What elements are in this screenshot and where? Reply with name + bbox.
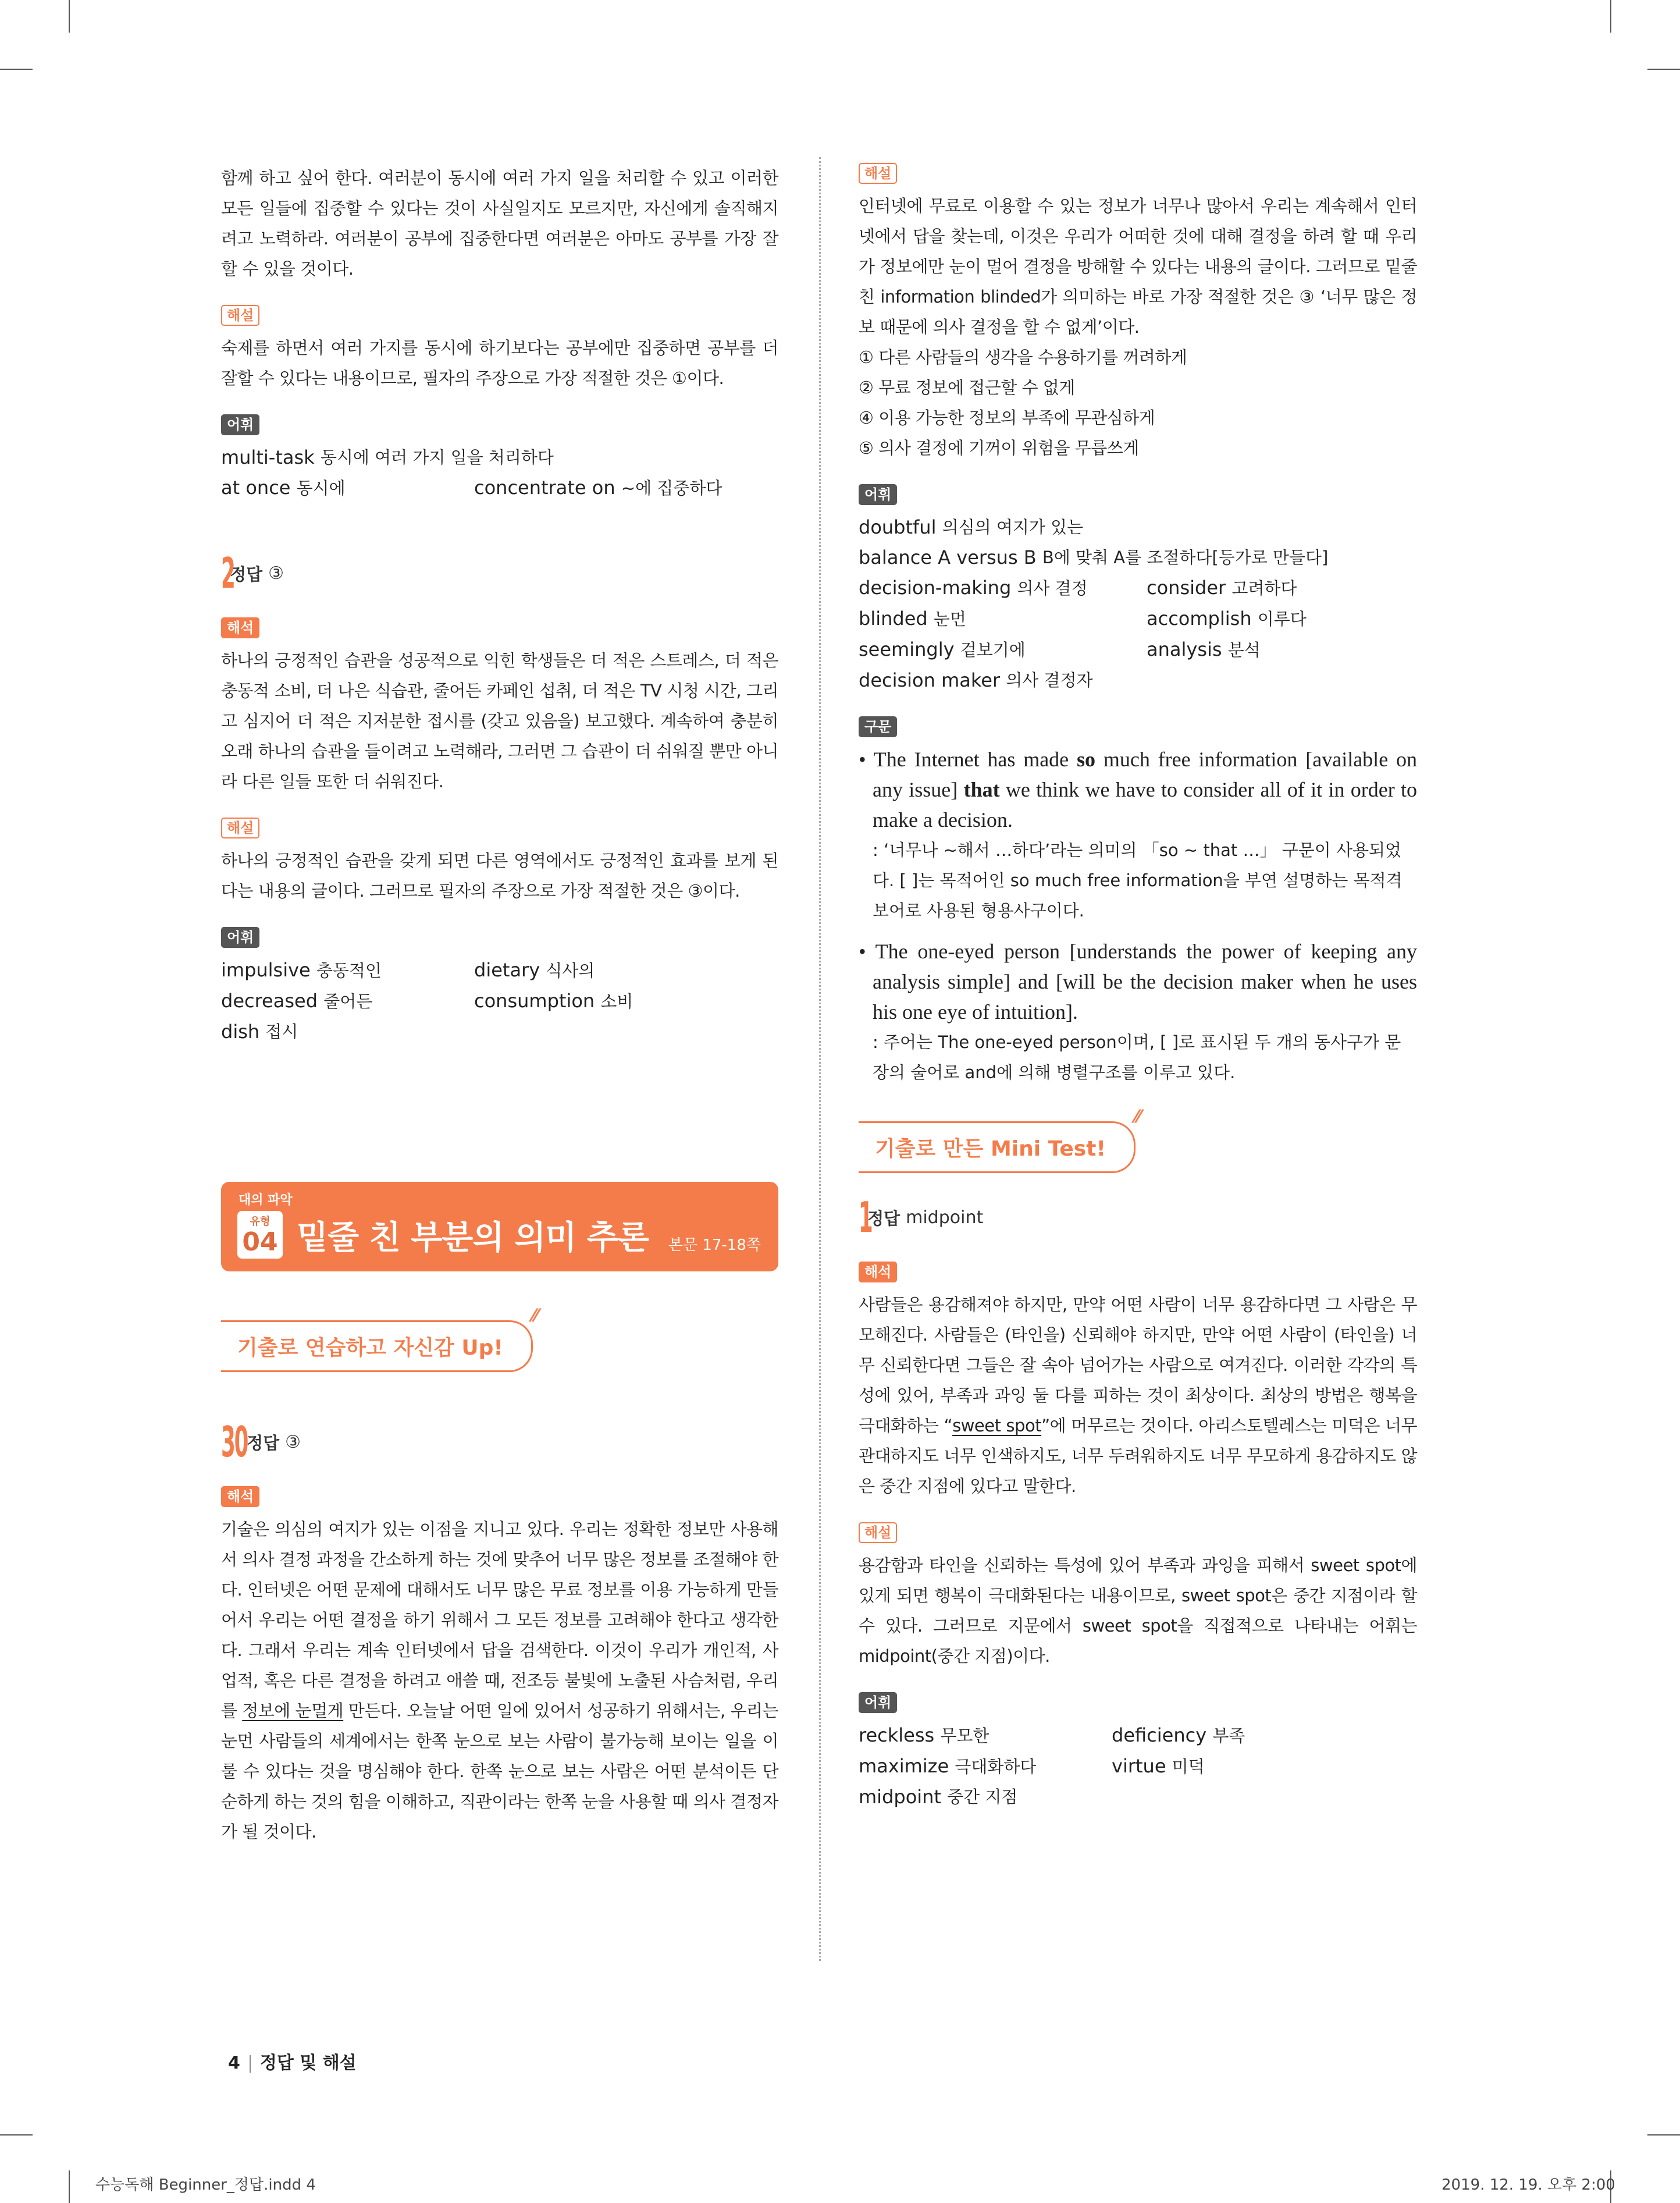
vocab-en: impulsive [221, 959, 311, 981]
vocab-row [221, 986, 778, 1017]
crop-mark [1647, 69, 1680, 70]
answer-heading-1 [859, 1193, 1417, 1242]
haeseok-tag: 해석 [221, 617, 259, 638]
answer-heading-30 [221, 1417, 778, 1466]
vocab-en: concentrate on [474, 477, 615, 499]
vocab-en: decision-making [859, 577, 1012, 599]
vocab-ko: 고려하다 [1231, 578, 1297, 598]
haeseol-tag: 해설 [859, 163, 897, 184]
answer-value: ③ [268, 563, 284, 584]
text-run: 만든다. 오늘날 어떤 일에 있어서 성공하기 위해서는, 우리는 눈먼 사람들의 세계에서는 한쪽 눈으로 보는 사람이 불가능해 보이는 일을 이룰 수 있다는 것을 명심해야 한다. 한쪽 눈으로 보는 사람은 어떤 분석이든 단순하게 하는 것의 힘을 이해하고, 직관이라는 한쪽 눈을 사용할 때 의사 결정자가 될 것이다. [221, 1701, 778, 1842]
intro-explanation: 숙제를 하면서 여러 가지를 동시에 하기보다는 공부에만 집중하면 공부를 더 잘할 수 있다는 내용이므로, 필자의 주장으로 가장 적절한 것은 ①이다. [221, 338, 778, 388]
type-number: 04 [242, 1227, 278, 1257]
vocab-ko: 의심의 여지가 있는 [942, 517, 1084, 537]
question-number: 1 [859, 1193, 872, 1242]
grammar-tag: 구문 [859, 716, 897, 737]
vocab-row [221, 955, 778, 986]
grammar-sentence: • The Internet has made so much free information [available on any issue] that we think we have to consider all of it in order to make a decision. [859, 748, 1418, 832]
vocab-ko: 동시에 [296, 478, 346, 498]
option-item: ② 무료 정보에 접근할 수 없게 [859, 378, 1075, 397]
vocab-en: at once [221, 477, 291, 499]
vocab-en: virtue [1112, 1755, 1166, 1777]
section-banner [221, 1182, 778, 1271]
vocab-ko: 동시에 여러 가지 일을 처리하다 [320, 447, 554, 467]
right-column [859, 163, 1417, 1812]
vocab-row [859, 1751, 1417, 1782]
vocab-en: consider [1147, 577, 1226, 599]
practice-pill-text: 기출로 연습하고 자신감 Up! [237, 1336, 503, 1360]
vocab-ko: 무모한 [940, 1726, 990, 1746]
vocab-row [221, 442, 778, 472]
answer-value: ③ [285, 1431, 301, 1452]
grammar-item [859, 936, 1417, 1088]
vocab-row [859, 1782, 1417, 1812]
vocab-en: seemingly [859, 638, 955, 660]
vocab-en: maximize [859, 1755, 949, 1777]
vocab-row [221, 472, 778, 503]
vocab-en: midpoint [859, 1786, 941, 1808]
option-item: ④ 이용 가능한 정보의 부족에 무관심하게 [859, 408, 1155, 428]
vocab-en: decision maker [859, 669, 1001, 691]
vocab-ko: ~에 집중하다 [621, 478, 722, 498]
vocab-tag: 어휘 [221, 927, 259, 948]
vocab-ko: 중간 지점 [947, 1787, 1018, 1807]
vocab-en: doubtful [859, 516, 937, 538]
grammar-item [859, 744, 1417, 926]
vocab-ko: 식사의 [546, 961, 595, 980]
option-item: ① 다른 사람들의 생각을 수용하기를 꺼려하게 [859, 347, 1187, 367]
vocab-ko: 겉보기에 [960, 640, 1026, 660]
left-column [221, 163, 778, 1847]
text-run: much free information [available on any issue] [873, 748, 1418, 801]
vocab-ko: B에 맞춰 A를 조절하다[등가로 만들다] [1042, 548, 1329, 567]
vocab-ko: 줄어든 [323, 992, 373, 1011]
bold-word: that [963, 778, 1000, 801]
intro-translation: 함께 하고 싶어 한다. 여러분이 동시에 여러 가지 일을 처리할 수 있고 이러한 모든 일들에 집중할 수 있다는 것이 사실일지도 모르지만, 자신에게 솔직해지려고 노력하라. 여러분이 공부에 집중한다면 여러분은 아마도 공부를 가장 잘할 수 있을 것이다. [221, 168, 778, 279]
vocab-ko: 충동적인 [316, 961, 382, 980]
column-divider [819, 157, 821, 1961]
q2-translation: 하나의 긍정적인 습관을 성공적으로 익힌 학생들은 더 적은 스트레스, 더 적은 충동적 소비, 더 나은 식습관, 줄어든 카페인 섭취, 더 적은 TV 시청 시간, 그리고 심지어 더 적은 지저분한 접시를 (갖고 있음을) 보고했다. 계속하여 충분히 오래 하나의 습관을 들이려고 노력해라, 그러면 그 습관이 더 쉬워질 뿐만 아니라 다른 일들 또한 더 쉬워진다. [221, 651, 778, 791]
q2-vocab [221, 955, 778, 1047]
question-number: 2 [221, 549, 234, 598]
vocab-en: consumption [474, 990, 595, 1012]
page-footer [228, 2048, 357, 2074]
footer-separator [250, 2055, 251, 2073]
q2-explanation: 하나의 긍정적인 습관을 갖게 되면 다른 영역에서도 긍정적인 효과를 보게 된다는 내용의 글이다. 그러므로 필자의 주장으로 가장 적절한 것은 ③이다. [221, 851, 778, 901]
banner-title: 밑줄 친 부분의 의미 추론 [297, 1219, 649, 1257]
option-item: ⑤ 의사 결정에 기꺼이 위험을 무릅쓰게 [859, 438, 1139, 458]
grammar-notes [859, 744, 1417, 1088]
vocab-en: analysis [1147, 638, 1222, 660]
sparkle-icon: ⁄⁄ [532, 1306, 538, 1326]
q1-vocab [859, 1720, 1417, 1812]
vocab-en: accomplish [1147, 607, 1252, 630]
crop-mark [0, 69, 33, 70]
type-label: 유형 [250, 1216, 270, 1228]
vocab-tag: 어휘 [859, 1692, 897, 1713]
print-slug-date: 2019. 12. 19. 오후 2:00 [1441, 2176, 1615, 2194]
vocab-row [859, 634, 1417, 665]
vocab-row [859, 542, 1417, 573]
intro-vocab [221, 442, 778, 503]
answer-label: 정답 [867, 1208, 900, 1228]
q30-translation [221, 1514, 778, 1847]
print-slug-file: 수능독해 Beginner_정답.indd 4 [95, 2176, 316, 2194]
text-run: 사람들은 용감해져야 하지만, 만약 어떤 사람이 너무 용감하다면 그 사람은 무모해진다. 사람들은 (타인을) 신뢰해야 하지만, 만약 어떤 사람이 (타인을) 너무 신뢰한다면 그들은 잘 속아 넘어가는 사람으로 여겨진다. 이러한 각각의 특성에 있어, 부족과 과잉 둘 다를 피하는 것이 최상이다. 최상의 방법은 행복을 극대화하는 “ [859, 1295, 1417, 1435]
vocab-ko: 소비 [600, 992, 633, 1011]
text-run: we think we have to consider all of it in order to make a decision. [873, 778, 1418, 832]
q1-translation [859, 1289, 1417, 1501]
vocab-ko: 의사 결정자 [1006, 670, 1093, 690]
q30-explanation: 인터넷에 무료로 이용할 수 있는 정보가 너무나 많아서 우리는 계속해서 인터넷에서 답을 찾는데, 이것은 우리가 어떠한 것에 대해 결정을 하려 할 때 우리가 정보에만 눈이 멀어 결정을 방해할 수 있다는 내용의 글이다. 그러므로 밑줄 친 information blinded가 의미하는 바로 가장 적절한 것은 ③ ‘너무 많은 정보 때문에 의사 결정을 할 수 없게’이다. [859, 196, 1417, 337]
vocab-ko: 접시 [265, 1022, 298, 1042]
answer-label: 정답 [230, 564, 263, 584]
underlined-phrase: sweet spot [952, 1416, 1042, 1435]
vocab-en: balance A versus B [859, 546, 1037, 568]
bold-word: so [1077, 748, 1096, 771]
text-run: The one-eyed person [understands the power of keeping any analysis simple] and [will be the decision maker when he uses his one eye of intuition]. [873, 940, 1418, 1024]
crop-mark [69, 0, 70, 33]
crop-mark [1647, 2134, 1680, 2136]
answer-label: 정답 [247, 1433, 280, 1453]
q30-vocab [859, 512, 1417, 695]
vocab-ko: 의사 결정 [1017, 578, 1088, 598]
vocab-en: reckless [859, 1724, 935, 1746]
mini-test-pill-text: 기출로 만든 Mini Test! [875, 1137, 1106, 1161]
grammar-explanation: : 주어는 The one-eyed person이며, [ ]로 표시된 두 개의 동사구가 문장의 술어로 and에 의해 병렬구조를 이루고 있다. [873, 1032, 1401, 1082]
vocab-en: multi-task [221, 446, 315, 468]
vocab-ko: 이루다 [1257, 609, 1307, 629]
vocab-ko: 눈먼 [933, 609, 966, 629]
vocab-row [859, 665, 1417, 695]
vocab-row [221, 1017, 778, 1047]
underlined-phrase: 정보에 눈멀게 [242, 1701, 344, 1721]
vocab-ko: 분석 [1227, 640, 1261, 660]
haeseok-tag: 해석 [221, 1486, 259, 1507]
vocab-row [859, 512, 1417, 542]
crop-mark [0, 2134, 33, 2136]
grammar-sentence: • The one-eyed person [understands the power of keeping any analysis simple] and [will be the decision maker when he uses his one eye of intuition]. [859, 940, 1418, 1024]
vocab-en: dish [221, 1021, 260, 1043]
haeseok-tag: 해석 [859, 1262, 897, 1282]
crop-mark [69, 2170, 70, 2203]
vocab-en: blinded [859, 607, 928, 630]
practice-pill [221, 1306, 538, 1372]
vocab-en: dietary [474, 959, 540, 981]
vocab-en: deficiency [1112, 1724, 1207, 1746]
vocab-ko: 극대화하다 [955, 1757, 1037, 1776]
page-number: 4 [228, 2053, 240, 2073]
q1-explanation: 용감함과 타인을 신뢰하는 특성에 있어 부족과 과잉을 피해서 sweet spot에 있게 되면 행복이 극대화된다는 내용이므로, sweet spot은 중간 지점이라 할 수 있다. 그러므로 지문에서 sweet spot을 직접적으로 나타내는 어휘는 midpoint(중간 지점)이다. [859, 1555, 1417, 1666]
vocab-ko: 부족 [1212, 1726, 1245, 1746]
mini-test-pill [859, 1107, 1141, 1173]
answer-value: midpoint [906, 1207, 984, 1228]
vocab-row [859, 1720, 1417, 1751]
text-run: The Internet has made [873, 748, 1077, 771]
sparkle-icon: ⁄⁄ [1134, 1107, 1141, 1127]
vocab-row [859, 603, 1417, 634]
haeseol-tag: 해설 [859, 1522, 897, 1543]
question-number: 30 [221, 1417, 248, 1466]
answer-heading-2 [221, 549, 778, 598]
text-run: 기술은 의심의 여지가 있는 이점을 지니고 있다. 우리는 정확한 정보만 사용해서 의사 결정 과정을 간소하게 하는 것에 맞추어 너무 많은 정보를 조절해야 한다. 인터넷은 어떤 문제에 대해서도 너무 많은 무료 정보를 이용 가능하게 만들어서 우리는 어떤 결정을 하기 위해서 그 모든 정보를 고려해야 한다고 생각한다. 그래서 우리는 계속 인터넷에서 답을 검색한다. 이것이 우리가 개인적, 사업적, 혹은 다른 결정을 하려고 애쓸 때, 전조등 불빛에 노출된 사슴처럼, 우리를 [221, 1519, 778, 1721]
type-badge [237, 1211, 283, 1259]
text-run: ”에 머무르는 것이다. 아리스토텔레스는 미덕은 너무 관대하지도 너무 인색하지도, 너무 두려워하지도 너무 무모하게 용감하지도 않은 중간 지점에 있다고 말한다. [859, 1416, 1418, 1496]
haeseol-tag: 해설 [221, 818, 259, 838]
vocab-en: decreased [221, 990, 318, 1012]
banner-page-ref: 본문 17-18쪽 [668, 1236, 761, 1254]
haeseol-tag: 해설 [221, 305, 259, 326]
crop-mark [1610, 0, 1611, 33]
vocab-ko: 미덕 [1172, 1757, 1205, 1776]
vocab-row [859, 573, 1417, 603]
grammar-explanation: : ‘너무나 ~해서 …하다’라는 의미의 「so ~ that …」 구문이 사용되었다. [ ]는 목적어인 so much free information을 부연 설명하는 목적격 보어로 사용된 형용사구이다. [873, 840, 1403, 921]
vocab-tag: 어휘 [221, 414, 259, 435]
vocab-tag: 어휘 [859, 484, 897, 505]
section-name: 정답 및 해설 [259, 2053, 357, 2073]
banner-category: 대의 파악 [239, 1193, 293, 1207]
